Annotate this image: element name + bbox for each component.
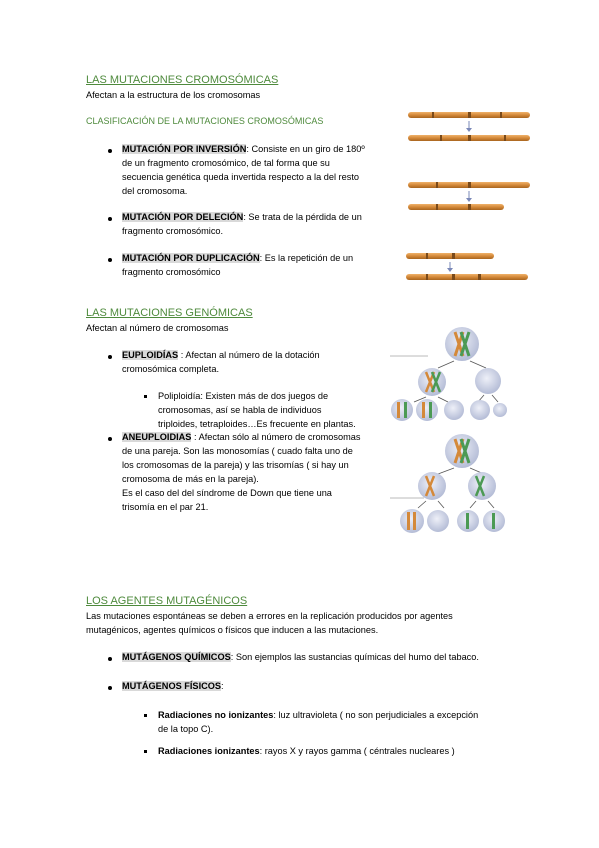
item-inversion: MUTACIÓN POR INVERSIÓN: Consiste en un giro de 180º de un fragmento cromosómico, de tal forma que su secuencia genética queda invertida respecto a la del resto del cromosoma.: [122, 144, 365, 196]
item-radiaciones-no-ionizantes: Radiaciones no ionizantes: luz ultravioleta ( no son perjudiciales a excepción de la topo C).: [158, 710, 479, 734]
bullet-icon: [108, 149, 112, 153]
item-euploidias: EUPLOIDÍAS : Afectan al número de la dotación cromosómica completa.: [122, 350, 320, 374]
term-radiaciones-ionizantes: Radiaciones ionizantes: [158, 746, 260, 756]
item-mutagenos-quimicos: MUTÁGENOS QUÍMICOS: Son ejemplos las sustancias químicas del humo del tabaco.: [122, 652, 479, 662]
item-poliploidia: Poliploidía: Existen más de dos juegos de cromosomas, así se habla de individuos triploides, tetraploides…Es frecuente en plantas.: [158, 391, 356, 429]
term-inversion: MUTACIÓN POR INVERSIÓN: [122, 144, 247, 154]
term-euploidias: EUPLOIDÍAS: [122, 350, 179, 360]
item-duplicacion: MUTACIÓN POR DUPLICACIÓN: Es la repetición de un fragmento cromosómico: [122, 253, 354, 277]
bullet-icon: [108, 437, 112, 441]
section-subtitle-genomicas: Afectan al número de cromosomas: [86, 323, 229, 333]
bullet-icon: [108, 355, 112, 359]
term-mutagenos-quimicos: MUTÁGENOS QUÍMICOS: [122, 652, 231, 662]
term-delecion: MUTACIÓN POR DELECIÓN: [122, 212, 244, 222]
section-title-genomicas: LAS MUTACIONES GENÓMICAS: [86, 307, 253, 319]
section-title-agentes: LOS AGENTES MUTAGÉNICOS: [86, 595, 248, 607]
bullet-icon: [108, 217, 112, 221]
chromosome-mutations-illustration: [400, 106, 534, 286]
item-radiaciones-ionizantes: Radiaciones ionizantes: rayos X y rayos gamma ( céntrales nucleares ): [158, 746, 455, 756]
cell-division-illustration: [388, 326, 508, 550]
term-duplicacion: MUTACIÓN POR DUPLICACIÓN: [122, 253, 260, 263]
agentes-intro: Las mutaciones espontáneas se deben a errores en la replicación producidos por agentes mutagénicos, agentes químicos o físicos que inducen a las mutaciones.: [86, 611, 453, 635]
term-radiaciones-no-ionizantes: Radiaciones no ionizantes: [158, 710, 274, 720]
bullet-icon: [108, 686, 112, 690]
section-subtitle-cromosomicas: Afectan a la estructura de los cromosomas: [86, 90, 261, 100]
item-delecion: MUTACIÓN POR DELECIÓN: Se trata de la pérdida de un fragmento cromosómico.: [122, 212, 362, 236]
bullet-icon: [108, 258, 112, 262]
square-bullet-icon: [144, 714, 147, 717]
square-bullet-icon: [144, 750, 147, 753]
classification-heading: CLASIFICACIÓN DE LA MUTACIONES CROMOSÓMICAS: [86, 116, 324, 126]
section-title-cromosomicas: LAS MUTACIONES CROMOSÓMICAS: [86, 74, 279, 86]
term-mutagenos-fisicos: MUTÁGENOS FÍSICOS: [122, 681, 222, 691]
item-aneuploidias: ANEUPLOIDIAS : Afectan sólo al número de cromosomas de una pareja. Son las monosomías ( cuado falta uno de los cromosomas de la pareja) y las trisomías ( si hay un cromosoma de más en la pareja). Es el caso del del síndrome de Down que tiene una trisomía en el par 21.: [122, 432, 361, 512]
term-aneuploidias: ANEUPLOIDIAS: [122, 432, 192, 442]
item-mutagenos-fisicos: MUTÁGENOS FÍSICOS:: [122, 681, 224, 691]
bullet-icon: [108, 657, 112, 661]
square-bullet-icon: [144, 395, 147, 398]
